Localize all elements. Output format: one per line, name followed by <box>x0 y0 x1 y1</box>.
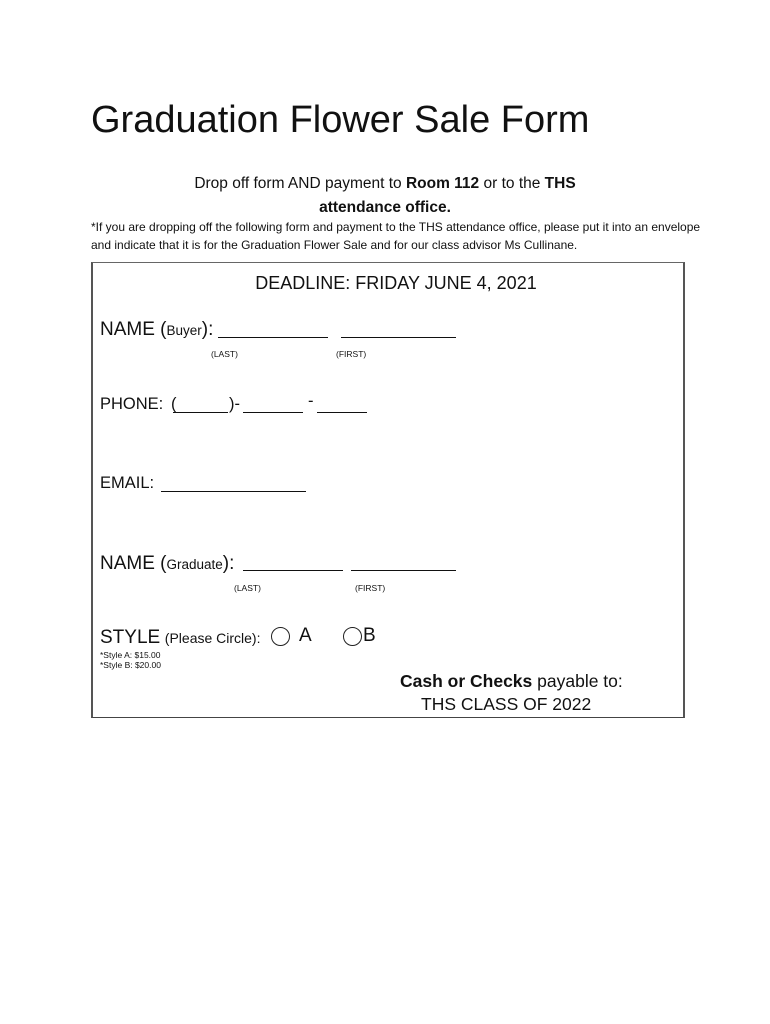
graduate-first-caption: (FIRST) <box>355 583 386 593</box>
style-b-option: B <box>363 625 376 646</box>
style-a-option: A <box>299 625 312 646</box>
buyer-first-caption: (FIRST) <box>336 349 367 359</box>
graduate-last-name-field[interactable] <box>243 570 343 571</box>
style-a-price: *Style A: $15.00 <box>100 650 161 660</box>
attendance-office-label: attendance office. <box>319 199 451 216</box>
phone-label: PHONE: <box>100 395 164 413</box>
style-b-circle-icon[interactable] <box>343 627 362 646</box>
payment-instructions: Cash or Checks payable to: <box>400 671 623 691</box>
instructions-text-1: Drop off form AND payment to <box>194 175 406 192</box>
form-title: Graduation Flower Sale Form <box>91 99 590 141</box>
buyer-last-name-field[interactable] <box>218 337 328 338</box>
style-label: STYLE (Please Circle): <box>100 627 261 648</box>
graduate-name-label: NAME (Graduate): <box>100 553 235 574</box>
phone-area-code-field[interactable] <box>173 412 228 413</box>
ths-label: THS <box>544 175 576 192</box>
deadline-heading: DEADLINE: FRIDAY JUNE 4, 2021 <box>255 273 537 293</box>
phone-line-number-field[interactable] <box>317 412 367 413</box>
buyer-first-name-field[interactable] <box>341 337 456 338</box>
order-form-box <box>91 262 685 718</box>
buyer-last-caption: (LAST) <box>211 349 238 359</box>
phone-close-paren: )- <box>229 395 240 413</box>
style-a-circle-icon[interactable] <box>271 627 290 646</box>
instructions-text-2: or to the <box>479 175 545 192</box>
graduate-last-caption: (LAST) <box>234 583 261 593</box>
payee-name: THS CLASS OF 2022 <box>421 694 592 714</box>
room-number: Room 112 <box>405 175 480 192</box>
style-b-price: *Style B: $20.00 <box>100 660 161 670</box>
email-label: EMAIL: <box>100 474 155 492</box>
phone-prefix-field[interactable] <box>243 412 303 413</box>
envelope-note: *If you are dropping off the following form and payment to the THS attendance office, please put it into an envelope and indicate that it is for the Graduation Flower Sale and for our class advisor Ms Cullinane. <box>91 220 701 252</box>
phone-open-paren: ( <box>171 395 177 413</box>
graduate-first-name-field[interactable] <box>351 570 456 571</box>
buyer-name-label: NAME (Buyer): <box>100 319 214 340</box>
drop-off-instructions <box>130 172 640 220</box>
phone-dash: - <box>308 392 314 410</box>
email-field[interactable] <box>161 491 306 492</box>
